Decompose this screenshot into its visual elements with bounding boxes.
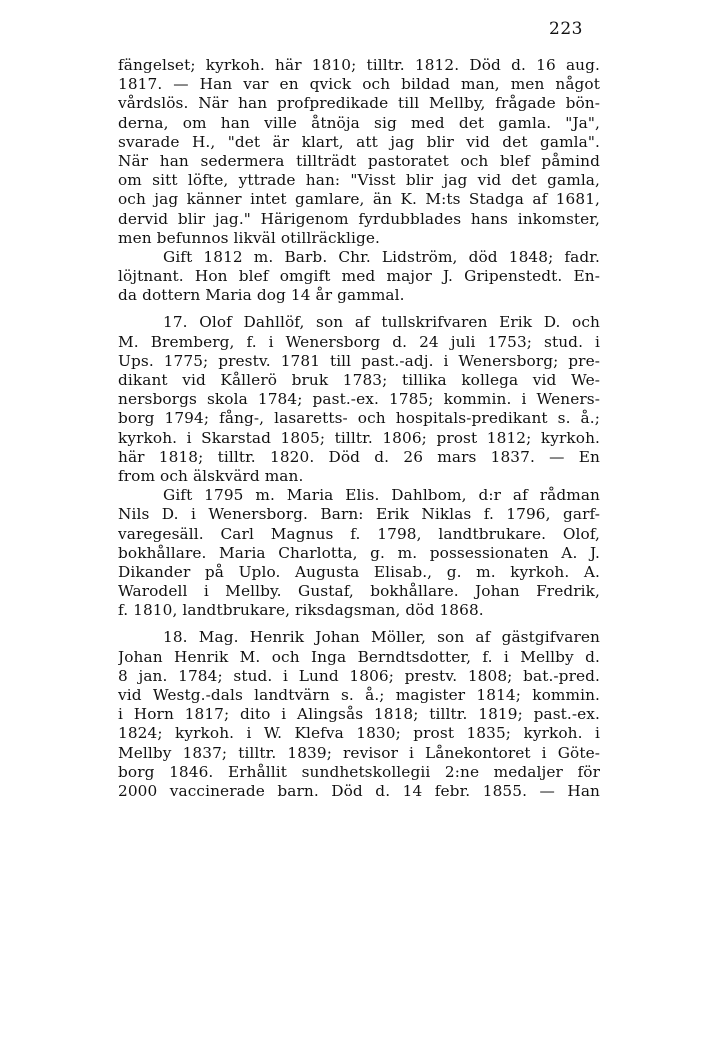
- text-line: om sitt löfte, yttrade han: "Visst blir jag vid det gamla,: [118, 171, 600, 190]
- text-line: Dikander på Uplo. Augusta Elisab., g. m. kyrkoh. A.: [118, 562, 600, 581]
- text-line: borg 1846. Erhållit sundhetskollegii 2:ne medaljer för: [118, 762, 600, 781]
- text-line: nersborgs skola 1784; past.-ex. 1785; kommin. i Weners-: [118, 390, 600, 409]
- text-line: bokhållare. Maria Charlotta, g. m. possessionaten A. J.: [118, 543, 600, 562]
- text-line: 1817. — Han var en qvick och bildad man, men något: [118, 75, 600, 94]
- text-line: kyrkoh. i Skarstad 1805; tilltr. 1806; prost 1812; kyrkoh.: [118, 428, 600, 447]
- text-line: f. 1810, landtbrukare, riksdagsman, död 1868.: [118, 601, 484, 620]
- text-line: Warodell i Mellby. Gustaf, bokhållare. Johan Fredrik,: [118, 582, 600, 601]
- text-line: derna, om han ville åtnöja sig med det gamla. "Ja",: [118, 113, 600, 132]
- text-line: och jag känner intet gamlare, än K. M:ts Stadga af 1681,: [118, 190, 600, 209]
- text-line: i Horn 1817; dito i Alingsås 1818; tilltr. 1819; past.-ex.: [118, 705, 600, 724]
- paragraph-gap: [118, 305, 600, 313]
- page-number: 223: [549, 19, 583, 39]
- text-line: varegesäll. Carl Magnus f. 1798, landtbrukare. Olof,: [118, 524, 600, 543]
- text-line: vårdslös. När han profpredikade till Mellby, frågade bön-: [118, 94, 600, 113]
- text-line: vid Westg.-dals landtvärn s. å.; magister 1814; kommin.: [118, 686, 600, 704]
- paragraph-gap: [118, 620, 600, 628]
- text-line: 18. Mag. Henrik Johan Möller, son af gästgifvaren: [163, 628, 600, 647]
- text-line: M. Bremberg, f. i Wenersborg d. 24 juli 1753; stud. i: [118, 332, 600, 351]
- text-line: dervid blir jag." Härigenom fyrdubblades hans inkomster,: [118, 209, 600, 228]
- text-line: Johan Henrik M. och Inga Berndtsdotter, f. i Mellby d.: [118, 647, 600, 666]
- text-line: 8 jan. 1784; stud. i Lund 1806; prestv. 1808; bat.-pred.: [118, 666, 600, 685]
- body-text: [118, 56, 600, 801]
- text-line: 1824; kyrkoh. i W. Klefva 1830; prost 1835; kyrkoh. i: [118, 724, 600, 743]
- text-line: 2000 vaccinerade barn. Död d. 14 febr. 1855. — Han: [118, 781, 600, 800]
- text-line: Nils D. i Wenersborg. Barn: Erik Niklas f. 1796, garf-: [118, 505, 600, 524]
- text-line: men befunnos likväl otillräcklige.: [118, 228, 381, 247]
- text-line: borg 1794; fång-, lasaretts- och hospitals-predikant s. å.;: [118, 409, 600, 428]
- text-line: svarade H., "det är klart, att jag blir vid det gamla".: [118, 132, 600, 151]
- text-line: da dottern Maria dog 14 år gammal.: [118, 286, 405, 305]
- text-line: När han sedermera tillträdt pastoratet och blef påmind: [118, 151, 600, 170]
- text-line: Gift 1795 m. Maria Elis. Dahlbom, d:r af rådman: [163, 486, 600, 505]
- text-line: Mellby 1837; tilltr. 1839; revisor i Lånekontoret i Göte-: [118, 743, 600, 762]
- text-line: löjtnant. Hon blef omgift med major J. Gripenstedt. En-: [118, 267, 600, 286]
- text-line: from och älskvärd man.: [118, 466, 304, 485]
- text-line: dikant vid Kållerö bruk 1783; tillika kollega vid We-: [118, 371, 600, 389]
- text-line: Gift 1812 m. Barb. Chr. Lidström, död 1848; fadr.: [163, 247, 600, 266]
- text-line: fängelset; kyrkoh. här 1810; tilltr. 1812. Död d. 16 aug.: [118, 56, 600, 74]
- text-line: Ups. 1775; prestv. 1781 till past.-adj. i Wenersborg; pre-: [118, 351, 600, 370]
- text-line: här 1818; tilltr. 1820. Död d. 26 mars 1837. — En: [118, 447, 600, 466]
- text-line: 17. Olof Dahllöf, son af tullskrifvaren Erik D. och: [163, 313, 600, 332]
